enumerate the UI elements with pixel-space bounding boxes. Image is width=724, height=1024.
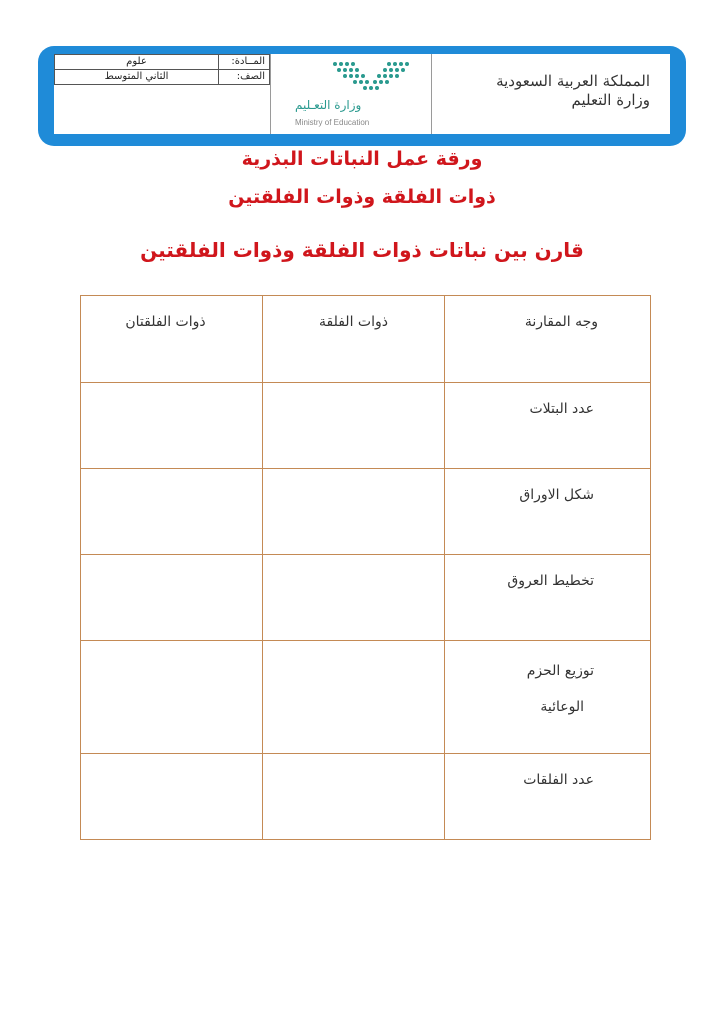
aspect-cell: عدد الفلقات bbox=[445, 754, 651, 840]
header-panel bbox=[54, 54, 670, 134]
table-header-row bbox=[81, 296, 651, 383]
dicot-answer-cell[interactable] bbox=[81, 641, 263, 754]
table-row bbox=[81, 754, 651, 840]
worksheet-subtitle: ذوات الفلقة وذوات الفلقتين bbox=[228, 186, 496, 208]
grade-value: الثاني المتوسط bbox=[55, 70, 219, 85]
ministry-logo-box bbox=[270, 54, 432, 134]
table-row bbox=[81, 555, 651, 641]
grade-row bbox=[55, 70, 270, 85]
info-box bbox=[54, 54, 270, 134]
worksheet-title: ورقة عمل النباتات البذرية bbox=[241, 148, 483, 170]
dicot-answer-cell[interactable] bbox=[81, 469, 263, 555]
info-table bbox=[54, 54, 270, 85]
aspect-cell: شكل الاوراق bbox=[445, 469, 651, 555]
dicot-answer-cell[interactable] bbox=[81, 555, 263, 641]
header-aspect: وجه المقارنة bbox=[445, 296, 651, 383]
dicot-answer-cell[interactable] bbox=[81, 754, 263, 840]
question-prompt: قارن بين نباتات ذوات الفلقة وذوات الفلقتين bbox=[140, 238, 584, 262]
aspect-cell: عدد البتلات bbox=[445, 383, 651, 469]
ministry-logo-icon bbox=[331, 60, 411, 94]
monocot-answer-cell[interactable] bbox=[263, 469, 445, 555]
subject-value: علوم bbox=[55, 55, 219, 70]
table-row bbox=[81, 469, 651, 555]
monocot-answer-cell[interactable] bbox=[263, 641, 445, 754]
grade-label: الصف: bbox=[219, 70, 270, 85]
aspect-cell: تخطيط العروق bbox=[445, 555, 651, 641]
comparison-table bbox=[80, 295, 651, 840]
table-row bbox=[81, 383, 651, 469]
dicot-answer-cell[interactable] bbox=[81, 383, 263, 469]
kingdom-emblem-box bbox=[430, 54, 670, 134]
table-row bbox=[81, 641, 651, 754]
monocot-answer-cell[interactable] bbox=[263, 754, 445, 840]
monocot-answer-cell[interactable] bbox=[263, 383, 445, 469]
header-dicots: ذوات الفلقتان bbox=[81, 296, 263, 383]
header-monocots: ذوات الفلقة bbox=[263, 296, 445, 383]
aspect-cell bbox=[445, 641, 651, 754]
aspect-line: توزيع الحزم bbox=[526, 663, 594, 679]
monocot-answer-cell[interactable] bbox=[263, 555, 445, 641]
aspect-line: الوعائية bbox=[540, 699, 584, 715]
subject-row bbox=[55, 55, 270, 70]
subject-label: المــادة: bbox=[219, 55, 270, 70]
kingdom-calligraphy-logo: المملكة العربية السعودية وزارة التعليم bbox=[496, 72, 650, 109]
ministry-name-arabic: وزارة التعـليم bbox=[295, 98, 362, 112]
ministry-name-english: Ministry of Education bbox=[295, 118, 370, 127]
